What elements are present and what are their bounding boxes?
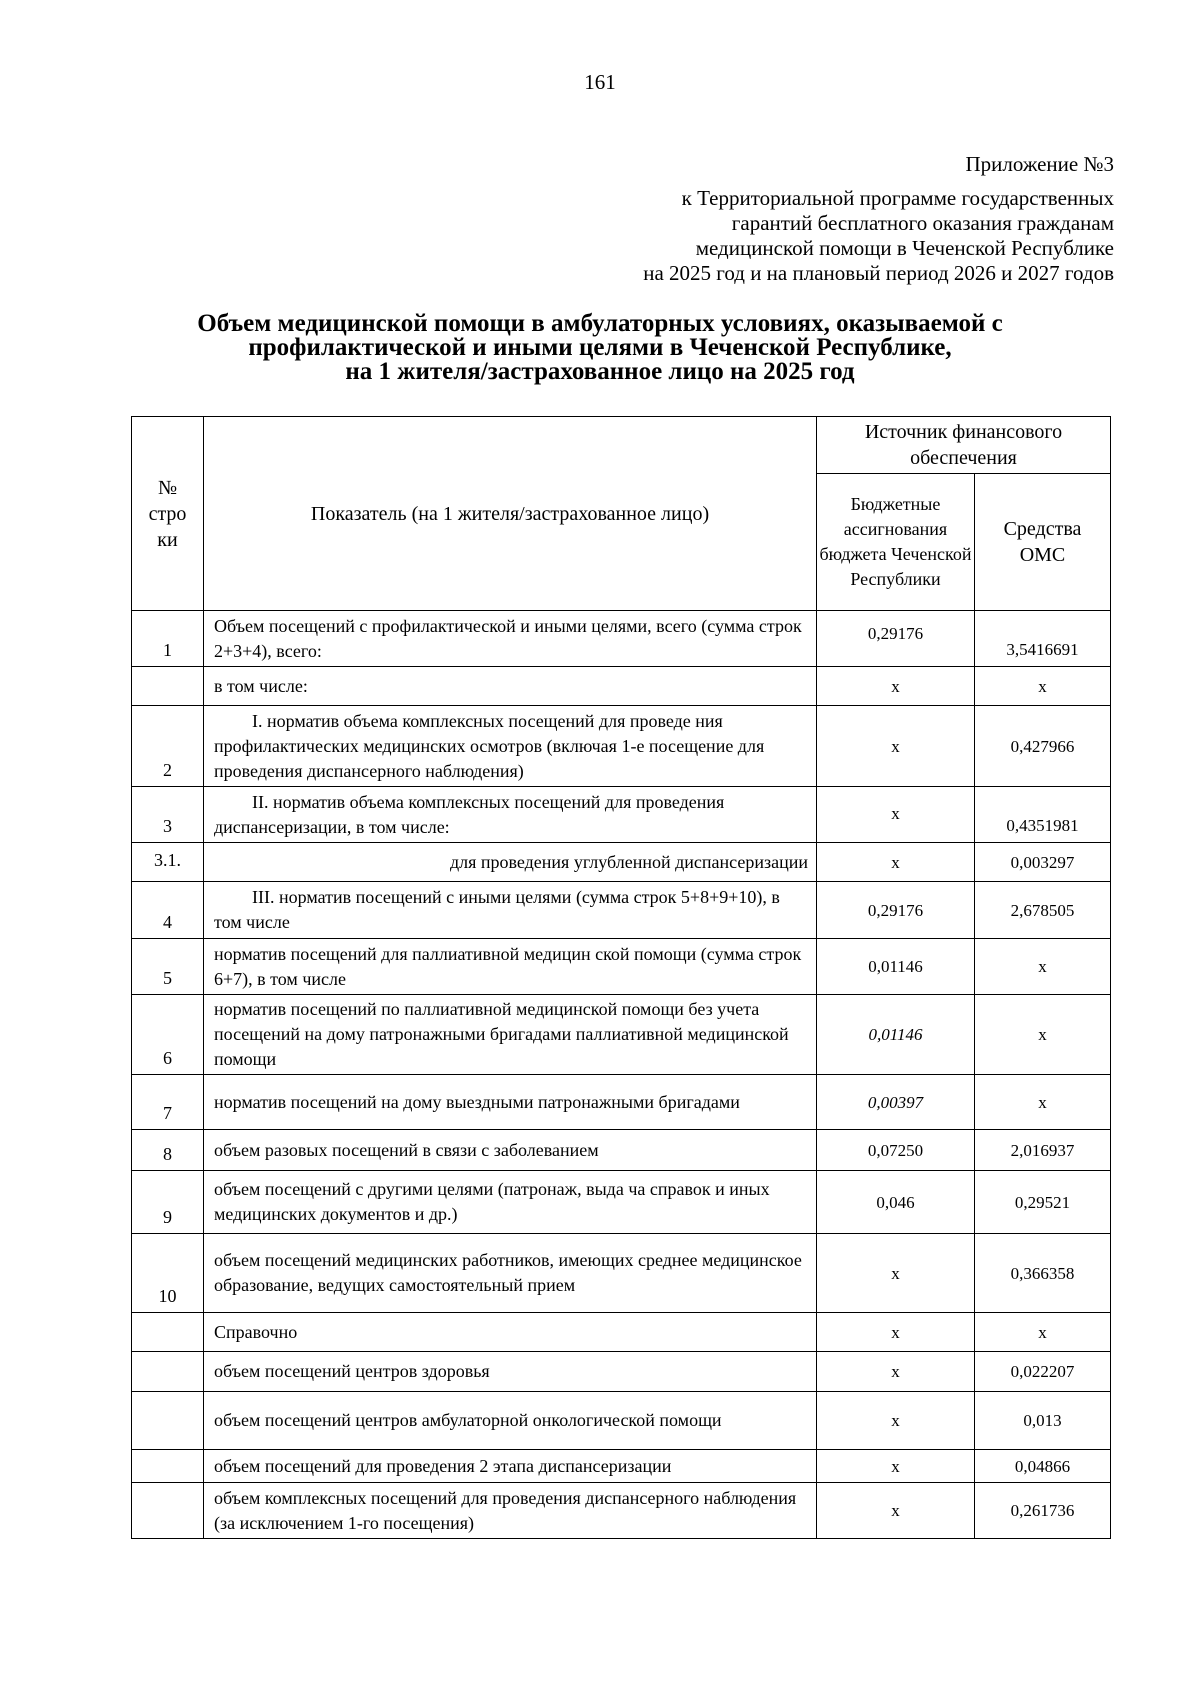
row-number: 1 xyxy=(132,611,204,667)
row-budget-value: х xyxy=(817,1313,975,1352)
row-indicator: объем посещений центров амбулаторной онкологической помощи xyxy=(204,1392,817,1450)
table-row xyxy=(132,1075,1111,1130)
row-oms-value: 0,013 xyxy=(975,1392,1111,1450)
row-number: 9 xyxy=(132,1171,204,1234)
appendix-title: Приложение №3 xyxy=(965,152,1114,176)
row-indicator: объем посещений для проведения 2 этапа диспансеризации xyxy=(204,1450,817,1483)
row-budget-value: х xyxy=(817,843,975,882)
row-indicator: в том числе: xyxy=(204,667,817,706)
row-budget-value: х xyxy=(817,1483,975,1539)
appendix-line: к Территориальной программе государственных xyxy=(681,186,1114,210)
row-oms-value: 0,003297 xyxy=(975,843,1111,882)
row-number xyxy=(132,1392,204,1450)
row-number: 5 xyxy=(132,939,204,995)
row-budget-value: 0,01146 xyxy=(817,995,975,1075)
row-budget-value: х xyxy=(817,706,975,787)
row-budget-value: х xyxy=(817,667,975,706)
row-oms-value: 0,261736 xyxy=(975,1483,1111,1539)
appendix-line: гарантий бесплатного оказания гражданам xyxy=(731,211,1114,235)
title-line: профилактической и иными целями в Чеченской Республике, xyxy=(248,334,952,361)
row-oms-value: 0,04866 xyxy=(975,1450,1111,1483)
row-oms-value: 0,4351981 xyxy=(975,787,1111,843)
row-indicator: I. норматив объема комплексных посещений для проведе ния профилактических медицинских осмотров (включая 1-е посещение для проведения диспансерного наблюдения) xyxy=(204,706,817,787)
indicators-table xyxy=(131,416,1111,1539)
row-budget-value: х xyxy=(817,787,975,843)
row-oms-value: х xyxy=(975,1313,1111,1352)
row-indicator: норматив посещений для паллиативной медицин ской помощи (сумма строк 6+7), в том числе xyxy=(204,939,817,995)
row-number xyxy=(132,1352,204,1392)
row-indicator: объем комплексных посещений для проведения диспансерного наблюдения (за исключением 1-го посещения) xyxy=(204,1483,817,1539)
table-row xyxy=(132,843,1111,882)
table-row xyxy=(132,787,1111,843)
row-oms-value: 3,5416691 xyxy=(975,611,1111,667)
row-number: 7 xyxy=(132,1075,204,1130)
row-number: 3 xyxy=(132,787,204,843)
row-budget-value: х xyxy=(817,1450,975,1483)
row-oms-value: 0,366358 xyxy=(975,1234,1111,1313)
appendix-line: на 2025 год и на плановый период 2026 и 2027 годов xyxy=(643,261,1114,285)
row-oms-value: х xyxy=(975,995,1111,1075)
row-oms-value: х xyxy=(975,939,1111,995)
table-row xyxy=(132,667,1111,706)
row-oms-value: 0,29521 xyxy=(975,1171,1111,1234)
row-indicator: II. норматив объема комплексных посещений для проведения диспансеризации, в том числе: xyxy=(204,787,817,843)
row-oms-value: 2,016937 xyxy=(975,1130,1111,1171)
row-oms-value: 0,427966 xyxy=(975,706,1111,787)
row-indicator: Справочно xyxy=(204,1313,817,1352)
table-row xyxy=(132,1171,1111,1234)
row-number xyxy=(132,1450,204,1483)
row-budget-value: х xyxy=(817,1352,975,1392)
row-indicator: объем посещений с другими целями (патронаж, выда ча справок и иных медицинских документов и др.) xyxy=(204,1171,817,1234)
page-number: 161 xyxy=(584,70,616,94)
row-number: 6 xyxy=(132,995,204,1075)
appendix-block xyxy=(414,152,1114,286)
header-row xyxy=(132,417,1111,474)
row-number xyxy=(132,1483,204,1539)
row-budget-value: 0,29176 xyxy=(817,882,975,939)
row-budget-value: х xyxy=(817,1234,975,1313)
table-row xyxy=(132,1392,1111,1450)
row-indicator: норматив посещений по паллиативной медицинской помощи без учета посещений на дому патронажными бригадами паллиативной медицинской помощи xyxy=(204,995,817,1075)
row-number xyxy=(132,1313,204,1352)
table-row xyxy=(132,1234,1111,1313)
row-indicator: III. норматив посещений с иными целями (сумма строк 5+8+9+10), в том числе xyxy=(204,882,817,939)
document-title xyxy=(0,312,1200,384)
table-row xyxy=(132,939,1111,995)
row-number: 2 xyxy=(132,706,204,787)
row-budget-value: 0,00397 xyxy=(817,1075,975,1130)
row-number: 3.1. xyxy=(132,843,204,882)
row-budget-value: 0,07250 xyxy=(817,1130,975,1171)
row-oms-value: х xyxy=(975,667,1111,706)
title-line: Объем медицинской помощи в амбулаторных условиях, оказываемой с xyxy=(197,310,1003,337)
table-row xyxy=(132,882,1111,939)
header-oms: Средства ОМС xyxy=(975,474,1111,611)
row-number: 10 xyxy=(132,1234,204,1313)
header-funding-source: Источник финансового обеспечения xyxy=(817,417,1111,474)
table-row xyxy=(132,706,1111,787)
table-row xyxy=(132,1483,1111,1539)
appendix-line: медицинской помощи в Чеченской Республике xyxy=(695,236,1114,260)
header-indicator: Показатель (на 1 жителя/застрахованное лицо) xyxy=(204,417,817,611)
row-indicator: объем посещений медицинских работников, имеющих среднее медицинское образование, ведущих самостоятельный прием xyxy=(204,1234,817,1313)
row-budget-value: 0,01146 xyxy=(817,939,975,995)
row-indicator: объем разовых посещений в связи с заболеванием xyxy=(204,1130,817,1171)
table-row xyxy=(132,1450,1111,1483)
table-row xyxy=(132,995,1111,1075)
row-oms-value: х xyxy=(975,1075,1111,1130)
table-row xyxy=(132,1352,1111,1392)
table-row xyxy=(132,1313,1111,1352)
table-row xyxy=(132,1130,1111,1171)
row-budget-value: х xyxy=(817,1392,975,1450)
row-indicator: объем посещений центров здоровья xyxy=(204,1352,817,1392)
row-number: 4 xyxy=(132,882,204,939)
title-line: на 1 жителя/застрахованное лицо на 2025 год xyxy=(345,358,855,385)
row-number: 8 xyxy=(132,1130,204,1171)
row-oms-value: 0,022207 xyxy=(975,1352,1111,1392)
row-budget-value: 0,046 xyxy=(817,1171,975,1234)
row-budget-value: 0,29176 xyxy=(817,611,975,667)
row-indicator: норматив посещений на дому выездными патронажными бригадами xyxy=(204,1075,817,1130)
row-oms-value: 2,678505 xyxy=(975,882,1111,939)
table-row xyxy=(132,611,1111,667)
row-number xyxy=(132,667,204,706)
header-budget: Бюджетные ассигнования бюджета Чеченской Республики xyxy=(817,474,975,611)
row-indicator: Объем посещений с профилактической и иными целями, всего (сумма строк 2+3+4), всего: xyxy=(204,611,817,667)
header-row-number: № стро ки xyxy=(132,417,204,611)
row-indicator: для проведения углубленной диспансеризации xyxy=(204,843,817,882)
